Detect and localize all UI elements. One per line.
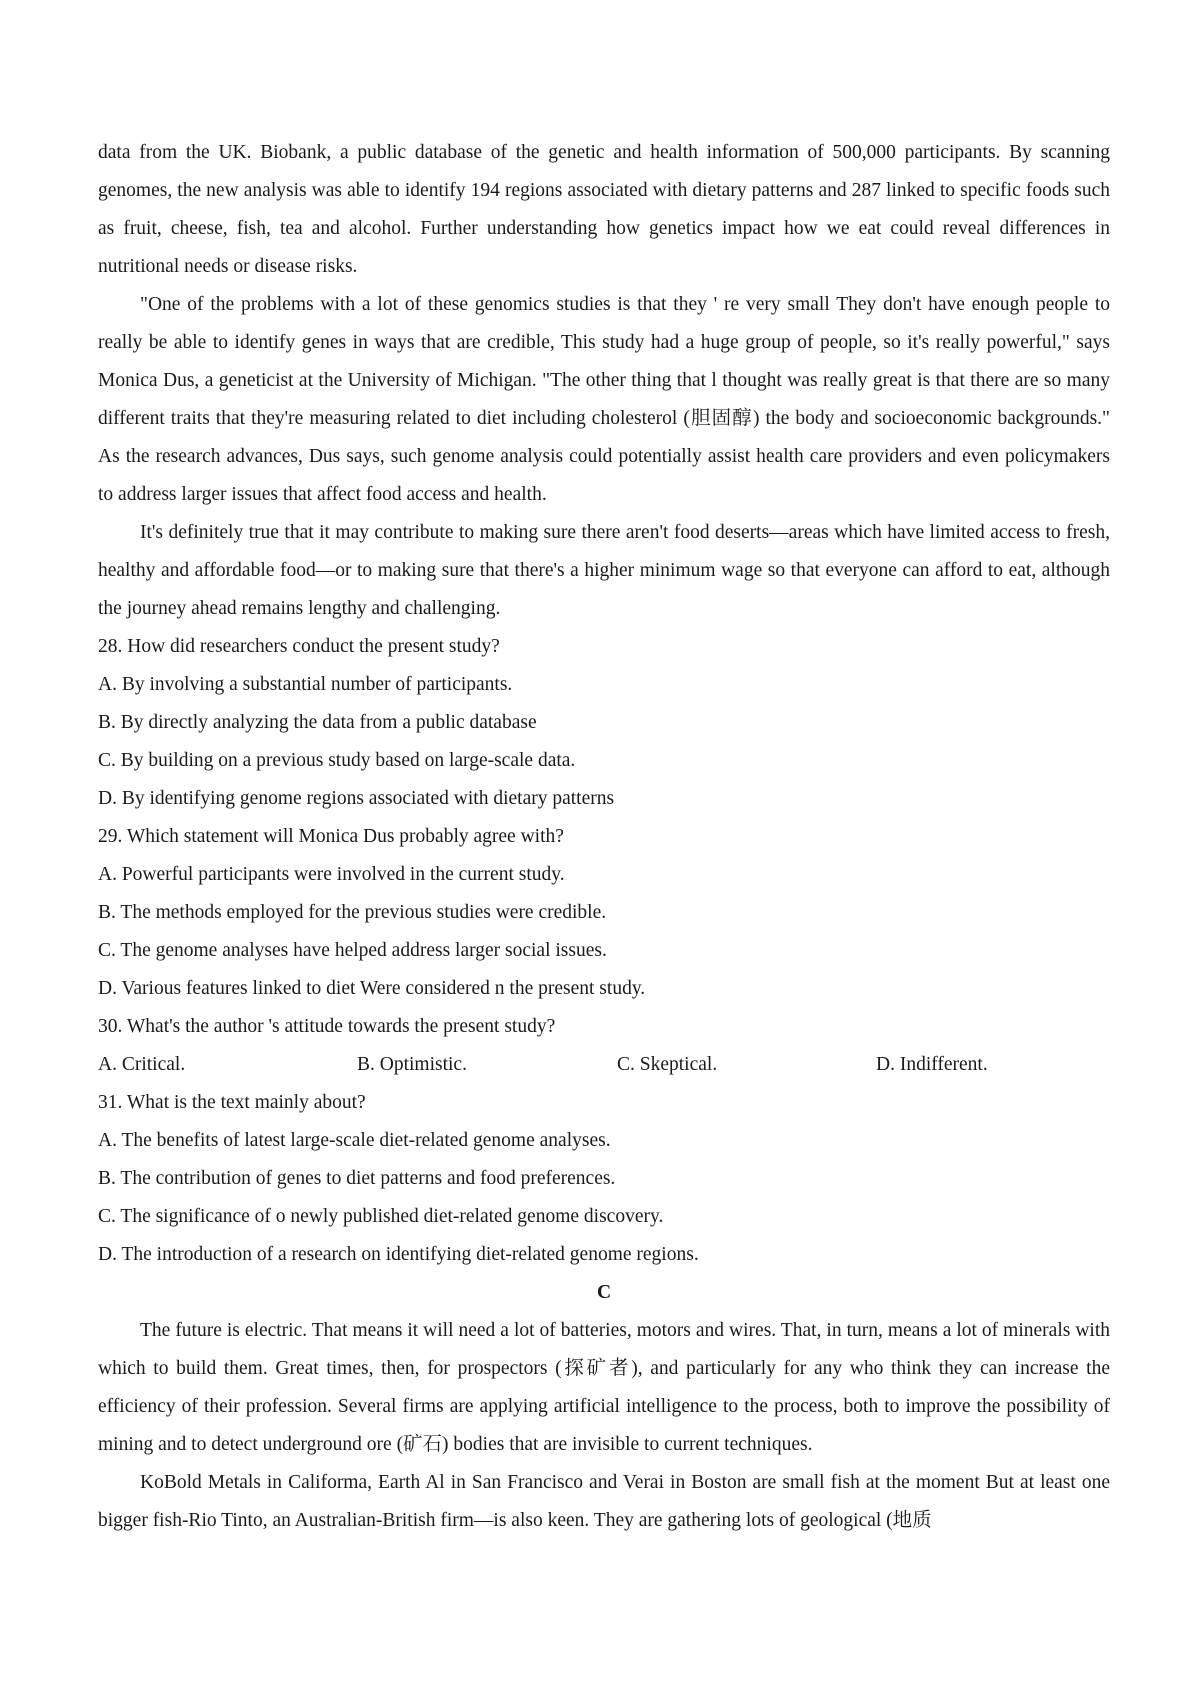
section-c-heading: C [596, 1282, 612, 1303]
question-30-option-a: A. Critical. [98, 1054, 186, 1075]
question-31 [98, 1084, 1110, 1274]
question-31-option-a: A. The benefits of latest large-scale diet-related genome analyses. [98, 1130, 611, 1151]
question-28 [98, 628, 1110, 818]
question-29 [98, 818, 1110, 1008]
question-30-option-d: D. Indifferent. [876, 1054, 988, 1075]
question-29-option-d: D. Various features linked to diet Were considered n the present study. [98, 978, 646, 999]
question-30 [98, 1008, 1110, 1084]
passage-b-paragraph-2: "One of the problems with a lot of these genomics studies is that they ' re very small They don't have enough people to really be able to identify genes in ways that are credible, This study had a huge group of people, so it's really powerful," says Monica Dus, a geneticist at the University of Michigan. "The other thing that l thought was really great is that there are so many different traits that they're measuring related to diet including cholesterol (胆固醇) the body and socioeconomic backgrounds." As the research advances, Dus says, such genome analysis could potentially assist health care providers and even policymakers to address larger issues that affect food access and health. [98, 294, 1110, 505]
question-29-option-c: C. The genome analyses have helped address larger social issues. [98, 940, 607, 961]
question-31-option-c: C. The significance of o newly published diet-related genome discovery. [98, 1206, 664, 1227]
question-29-option-a: A. Powerful participants were involved in the current study. [98, 864, 565, 885]
question-28-option-a: A. By involving a substantial number of participants. [98, 674, 513, 695]
question-30-options [98, 1046, 1110, 1084]
question-29-stem: 29. Which statement will Monica Dus probably agree with? [98, 826, 564, 847]
question-29-option-b: B. The methods employed for the previous studies were credible. [98, 902, 607, 923]
question-30-stem: 30. What's the author 's attitude towards the present study? [98, 1016, 556, 1037]
question-31-option-b: B. The contribution of genes to diet patterns and food preferences. [98, 1168, 616, 1189]
passage-b-paragraph-3: It's definitely true that it may contribute to making sure there aren't food deserts—areas which have limited access to fresh, healthy and affordable food—or to making sure that there's a higher minimum wage so that everyone can afford to eat, although the journey ahead remains lengthy and challenging. [98, 522, 1110, 619]
question-30-option-c: C. Skeptical. [617, 1054, 718, 1075]
question-28-option-c: C. By building on a previous study based on large-scale data. [98, 750, 576, 771]
question-28-option-d: D. By identifying genome regions associated with dietary patterns [98, 788, 615, 809]
question-30-option-b: B. Optimistic. [357, 1054, 467, 1075]
exam-page [98, 134, 1110, 1540]
question-31-option-d: D. The introduction of a research on identifying diet-related genome regions. [98, 1244, 699, 1265]
passage-c-paragraph-1: The future is electric. That means it will need a lot of batteries, motors and wires. That, in turn, means a lot of minerals with which to build them. Great times, then, for prospectors (探矿者), and particularly for any who think they can increase the efficiency of their profession. Several firms are applying artificial intelligence to the process, both to improve the possibility of mining and to detect underground ore (矿石) bodies that are invisible to current techniques. [98, 1320, 1110, 1455]
passage-b-paragraph-1: data from the UK. Biobank, a public database of the genetic and health information of 500,000 participants. By scanning genomes, the new analysis was able to identify 194 regions associated with dietary patterns and 287 linked to specific foods such as fruit, cheese, fish, tea and alcohol. Further understanding how genetics impact how we eat could reveal differences in nutritional needs or disease risks. [98, 142, 1110, 277]
question-28-option-b: B. By directly analyzing the data from a public database [98, 712, 537, 733]
question-28-stem: 28. How did researchers conduct the present study? [98, 636, 500, 657]
passage-c-paragraph-2: KoBold Metals in Califorma, Earth Al in San Francisco and Verai in Boston are small fish at the moment But at least one bigger fish-Rio Tinto, an Australian-British firm—is also keen. They are gathering lots of geological (地质 [98, 1472, 1110, 1531]
question-31-stem: 31. What is the text mainly about? [98, 1092, 366, 1113]
